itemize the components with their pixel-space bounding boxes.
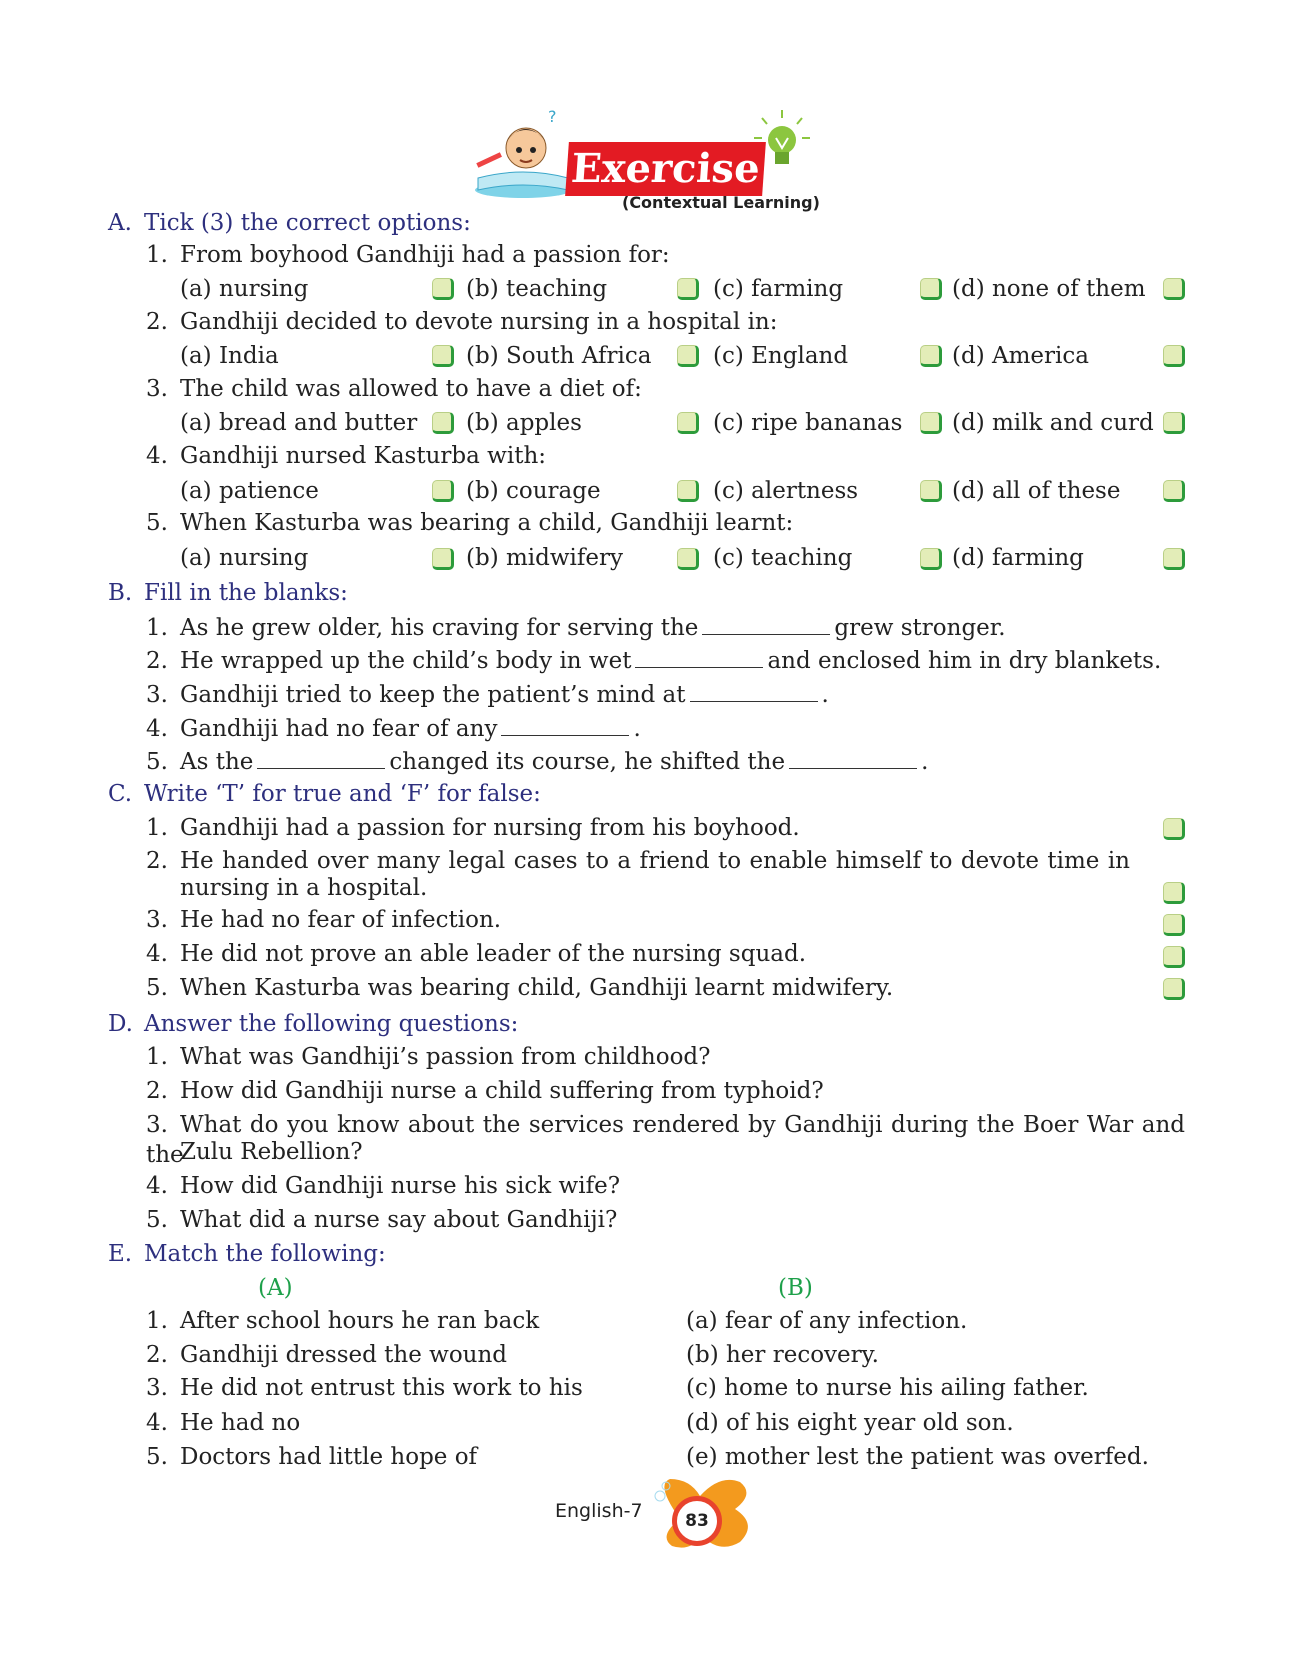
option-text: (d) America <box>952 343 1089 369</box>
tick-box[interactable] <box>920 480 942 502</box>
match-right-e: (e) mother lest the patient was overfed. <box>686 1444 1149 1470</box>
page-number: 83 <box>672 1496 722 1546</box>
column-a-label: (A) <box>258 1275 293 1301</box>
tick-box[interactable] <box>677 412 699 434</box>
blank-line[interactable] <box>501 713 629 736</box>
column-b-label: (B) <box>778 1275 813 1301</box>
tf-box[interactable] <box>1163 882 1185 904</box>
match-left-1: 1. After school hours he ran back <box>146 1308 540 1334</box>
boy-reading-illustration <box>468 108 578 200</box>
match-left-5: 5. Doctors had little hope of <box>146 1444 478 1470</box>
option-text: (c) alertness <box>713 478 859 504</box>
tick-box[interactable] <box>677 278 699 300</box>
fill-blank-1: 1. As he grew older, his craving for serving the grew stronger. <box>146 612 1006 643</box>
option-text: (b) teaching <box>466 276 608 302</box>
option-text: (c) teaching <box>713 545 853 571</box>
true-false-3: 3. He had no fear of infection. <box>146 907 502 933</box>
tick-box[interactable] <box>432 345 454 367</box>
tick-box[interactable] <box>920 412 942 434</box>
question-d-4: 4. How did Gandhiji nurse his sick wife? <box>146 1173 621 1199</box>
question-d-2: 2. How did Gandhiji nurse a child suffering from typhoid? <box>146 1078 824 1104</box>
question-5: 5. When Kasturba was bearing a child, Gandhiji learnt: <box>146 510 794 536</box>
fill-blank-4: 4. Gandhiji had no fear of any . <box>146 713 641 744</box>
option-text: (c) England <box>713 343 849 369</box>
question-d-3-cont: Zulu Rebellion? <box>180 1139 363 1165</box>
option-text: (b) apples <box>466 410 582 436</box>
tick-box[interactable] <box>920 548 942 570</box>
tick-box[interactable] <box>1163 345 1185 367</box>
tick-box[interactable] <box>920 345 942 367</box>
question-4: 4. Gandhiji nursed Kasturba with: <box>146 443 547 469</box>
fill-blank-2: 2. He wrapped up the child’s body in wet and enclosed him in dry blankets. <box>146 645 1161 676</box>
svg-text:?: ? <box>548 108 557 126</box>
exercise-title: Exercise <box>565 142 766 196</box>
match-left-4: 4. He had no <box>146 1410 301 1436</box>
tick-box[interactable] <box>1163 480 1185 502</box>
tf-box[interactable] <box>1163 946 1185 968</box>
match-right-a: (a) fear of any infection. <box>686 1308 968 1334</box>
section-e-heading: E. Match the following: <box>108 1241 386 1267</box>
option-text: (a) India <box>180 343 279 369</box>
section-a-heading: A. Tick (3) the correct options: <box>108 210 471 236</box>
option-text: (c) ripe bananas <box>713 410 903 436</box>
option-text: (d) none of them <box>952 276 1146 302</box>
tick-box[interactable] <box>677 345 699 367</box>
tick-box[interactable] <box>432 412 454 434</box>
question-2: 2. Gandhiji decided to devote nursing in a hospital in: <box>146 309 778 335</box>
option-text: (a) bread and butter <box>180 410 418 436</box>
option-text: (b) South Africa <box>466 343 652 369</box>
option-text: (a) nursing <box>180 276 309 302</box>
true-false-5: 5. When Kasturba was bearing child, Gandhiji learnt midwifery. <box>146 975 894 1001</box>
blank-line[interactable] <box>635 645 763 668</box>
lightbulb-icon <box>752 108 812 178</box>
tick-box[interactable] <box>1163 278 1185 300</box>
tick-box[interactable] <box>1163 412 1185 434</box>
option-text: (d) farming <box>952 545 1084 571</box>
option-text: (c) farming <box>713 276 844 302</box>
match-right-d: (d) of his eight year old son. <box>686 1410 1014 1436</box>
option-text: (d) milk and curd <box>952 410 1154 436</box>
tf-box[interactable] <box>1163 818 1185 840</box>
option-text: (b) courage <box>466 478 601 504</box>
match-right-b: (b) her recovery. <box>686 1342 879 1368</box>
section-c-heading: C. Write ‘T’ for true and ‘F’ for false: <box>108 781 541 807</box>
true-false-4: 4. He did not prove an able leader of the nursing squad. <box>146 941 807 967</box>
exercise-subtitle: (Contextual Learning) <box>622 193 820 212</box>
option-text: (a) nursing <box>180 545 309 571</box>
question-1: 1. From boyhood Gandhiji had a passion for: <box>146 242 670 268</box>
true-false-2-cont: nursing in a hospital. <box>180 875 428 901</box>
option-text: (a) patience <box>180 478 319 504</box>
true-false-1: 1. Gandhiji had a passion for nursing from his boyhood. <box>146 815 800 841</box>
tf-box[interactable] <box>1163 978 1185 1000</box>
blank-line[interactable] <box>257 746 385 769</box>
tick-box[interactable] <box>677 480 699 502</box>
question-d-3: 3. What do you know about the services rendered by Gandhiji during the Boer War and the <box>146 1112 1185 1168</box>
true-false-2: 2. He handed over many legal cases to a friend to enable himself to devote time in <box>146 848 1130 874</box>
question-d-5: 5. What did a nurse say about Gandhiji? <box>146 1207 618 1233</box>
match-left-2: 2. Gandhiji dressed the wound <box>146 1342 508 1368</box>
section-b-heading: B. Fill in the blanks: <box>108 580 348 606</box>
tf-box[interactable] <box>1163 914 1185 936</box>
tick-box[interactable] <box>432 278 454 300</box>
tick-box[interactable] <box>677 548 699 570</box>
question-d-1: 1. What was Gandhiji’s passion from childhood? <box>146 1044 711 1070</box>
section-d-heading: D. Answer the following questions: <box>108 1011 519 1037</box>
match-right-c: (c) home to nurse his ailing father. <box>686 1375 1089 1401</box>
fill-blank-5: 5. As the changed its course, he shifted the . <box>146 746 928 777</box>
blank-line[interactable] <box>690 679 818 702</box>
blank-line[interactable] <box>702 612 830 635</box>
blank-line[interactable] <box>789 746 917 769</box>
option-text: (d) all of these <box>952 478 1121 504</box>
tick-box[interactable] <box>1163 548 1185 570</box>
tick-box[interactable] <box>432 480 454 502</box>
tick-box[interactable] <box>432 548 454 570</box>
tick-box[interactable] <box>920 278 942 300</box>
match-left-3: 3. He did not entrust this work to his <box>146 1375 583 1401</box>
option-text: (b) midwifery <box>466 545 624 571</box>
question-3: 3. The child was allowed to have a diet of: <box>146 376 642 402</box>
fill-blank-3: 3. Gandhiji tried to keep the patient’s mind at . <box>146 679 829 710</box>
book-label: English-7 <box>555 1500 643 1522</box>
